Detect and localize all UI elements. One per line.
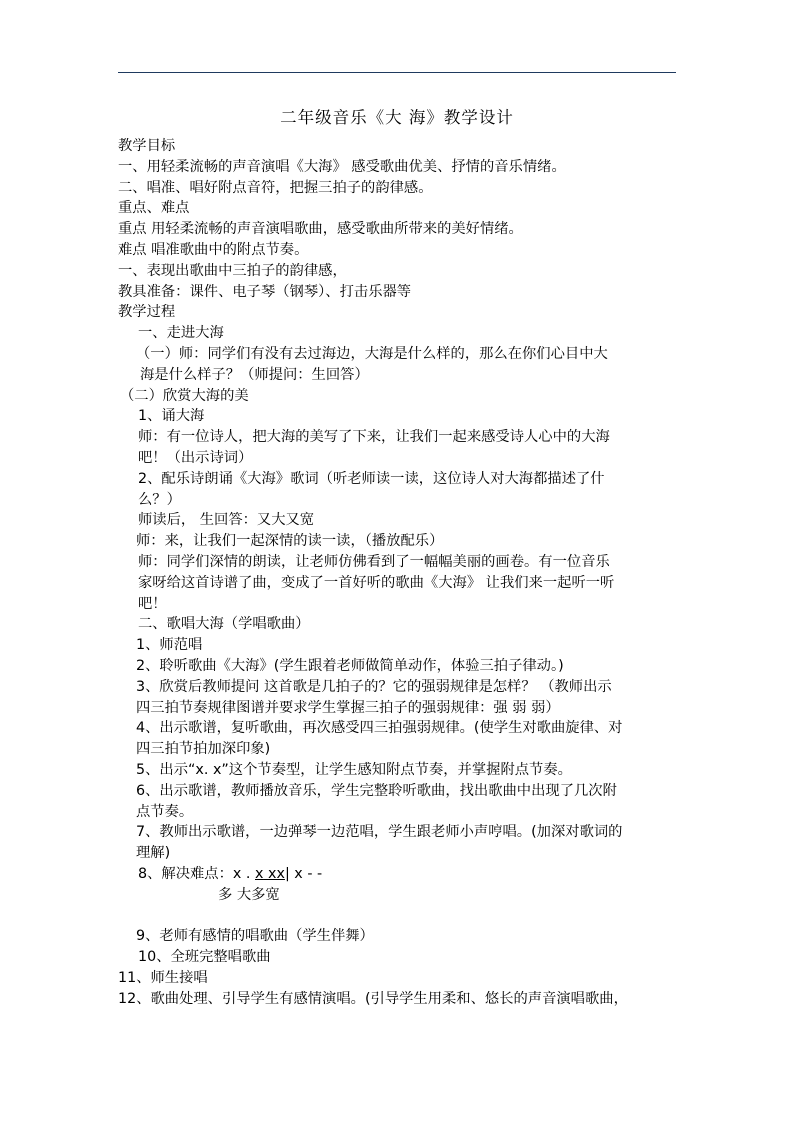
line-text: （二）欣赏大海的美	[120, 387, 249, 404]
line-text: 一、用轻柔流畅的声音演唱《大海》 感受歌曲优美、抒情的音乐情绪。	[118, 158, 566, 175]
text-line	[118, 136, 678, 157]
line-text: 二、唱准、唱好附点音符，把握三拍子的韵律感。	[118, 179, 433, 196]
text-line	[118, 635, 678, 656]
text-line	[118, 240, 678, 261]
line-text: 二、歌唱大海（学唱歌曲）	[138, 616, 310, 633]
line-text: 难点 唱准歌曲中的附点节奏。	[118, 241, 309, 258]
text-line	[118, 822, 678, 843]
line-text: 吧！	[138, 595, 167, 612]
line-text: 海是什么样子？（师提问：生回答）	[140, 366, 369, 383]
notation-short-note: x	[255, 865, 264, 882]
text-line	[118, 386, 678, 407]
text-line	[118, 989, 678, 1010]
text-line	[118, 968, 678, 989]
notation-eighth-notes: xx	[263, 865, 285, 882]
text-line	[118, 344, 678, 365]
line-text: 一、表现出歌曲中三拍子的韵律感，	[118, 262, 347, 279]
text-line	[118, 510, 678, 531]
text-line	[118, 781, 678, 802]
line-text: 10、全班完整唱歌曲	[138, 949, 271, 966]
line-text: 8、解决难点：	[138, 865, 233, 882]
document-title: 二年级音乐《大 海》教学设计	[280, 108, 514, 127]
text-line	[118, 302, 678, 323]
line-text: 11、师生接唱	[118, 969, 208, 986]
line-text: 12、歌曲处理、引导学生有感情演唱。(引导学生用柔和、悠长的声音演唱歌曲，	[118, 990, 628, 1007]
line-text: 2、聆听歌曲《大海》(学生跟着老师做简单动作，体验三拍子律动。)	[136, 657, 564, 674]
text-line	[118, 614, 678, 635]
line-text: 四三拍节拍加深印象)	[136, 741, 271, 758]
line-text: 一、走进大海	[138, 325, 224, 342]
notation-dotted-note: x .	[232, 865, 255, 882]
line-text: （一）师：同学们有没有去过海边，大海是什么样的，那么在你们心目中大	[136, 345, 608, 362]
line-text: 教具准备：课件、电子琴（钢琴）、打击乐器等	[118, 283, 412, 300]
text-line	[118, 219, 678, 240]
document-body	[118, 136, 678, 1009]
line-text: 么？）	[138, 491, 181, 508]
text-line	[118, 157, 678, 178]
line-text: 师读后， 生回答：又大又宽	[138, 512, 315, 529]
line-text: 理解)	[136, 845, 171, 862]
text-line	[118, 282, 678, 303]
text-line	[118, 947, 678, 968]
text-line	[118, 760, 678, 781]
text-line	[118, 698, 678, 719]
text-line	[118, 677, 678, 698]
line-text: 师：来，让我们一起深情的读一读，（播放配乐）	[136, 533, 444, 550]
line-text: 家呀给这首诗谱了曲，变成了一首好听的歌曲《大海》 让我们来一起听一听	[138, 574, 615, 591]
text-line	[118, 427, 678, 448]
line-text: 重点、难点	[118, 200, 190, 217]
text-line	[118, 843, 678, 864]
text-line	[118, 178, 678, 199]
text-line	[118, 739, 678, 760]
line-text: 9、老师有感情的唱歌曲（学生伴舞）	[136, 928, 374, 945]
line-text: 2、配乐诗朗诵《大海》歌词（听老师读一读，这位诗人对大海都描述了什	[138, 470, 605, 487]
text-line	[118, 864, 678, 885]
line-text: 5、出示“x. x”这个节奏型，让学生感知附点节奏，并掌握附点节奏。	[136, 761, 572, 778]
text-line	[118, 802, 678, 823]
text-line	[118, 365, 678, 386]
line-text: 4、出示歌谱，复听歌曲，再次感受四三拍强弱规律。(使学生对歌曲旋律、对	[136, 720, 623, 737]
line-text: 教学目标	[118, 138, 176, 154]
text-line	[118, 905, 678, 926]
line-text: 点节奏。	[136, 803, 194, 820]
line-text: 6、出示歌谱，教师播放音乐，学生完整聆听歌曲，找出歌曲中出现了几次附	[136, 782, 617, 799]
line-text: 多 大多宽	[218, 886, 280, 903]
text-line	[118, 885, 678, 906]
line-text: 1、诵大海	[138, 408, 205, 425]
text-line	[118, 531, 678, 552]
text-line	[118, 552, 678, 573]
line-text: 吧！（出示诗词）	[138, 449, 253, 466]
text-line	[118, 490, 678, 511]
text-line	[118, 469, 678, 490]
text-line	[118, 718, 678, 739]
line-text: 师：有一位诗人，把大海的美写了下来，让我们一起来感受诗人心中的大海	[138, 429, 610, 446]
text-line	[118, 198, 678, 219]
line-text: 1、师范唱	[136, 637, 203, 654]
text-line	[118, 448, 678, 469]
line-text: 7、教师出示歌谱，一边弹琴一边范唱，学生跟老师小声哼唱。(加深对歌词的	[136, 824, 623, 841]
text-line	[118, 656, 678, 677]
line-text: 重点 用轻柔流畅的声音演唱歌曲，感受歌曲所带来的美好情绪。	[118, 221, 523, 238]
text-line	[118, 406, 678, 427]
line-text: 教学过程	[118, 304, 176, 321]
text-line	[118, 261, 678, 282]
notation-held-note: x - -	[289, 865, 323, 882]
header-rule	[118, 72, 676, 73]
notation-barline: |	[284, 865, 290, 882]
text-line	[118, 323, 678, 344]
rhythm-notation	[233, 866, 322, 882]
line-text: 3、欣赏后教师提问 这首歌是几拍子的？它的强弱规律是怎样？ （教师出示	[136, 678, 612, 695]
text-line	[118, 926, 678, 947]
line-text: 师：同学们深情的朗读，让老师仿佛看到了一幅幅美丽的画卷。有一位音乐	[138, 553, 610, 570]
line-text: 四三拍节奏规律图谱并要求学生掌握三拍子的强弱规律：强 弱 弱）	[136, 699, 560, 716]
text-line	[118, 573, 678, 594]
text-line	[118, 594, 678, 615]
